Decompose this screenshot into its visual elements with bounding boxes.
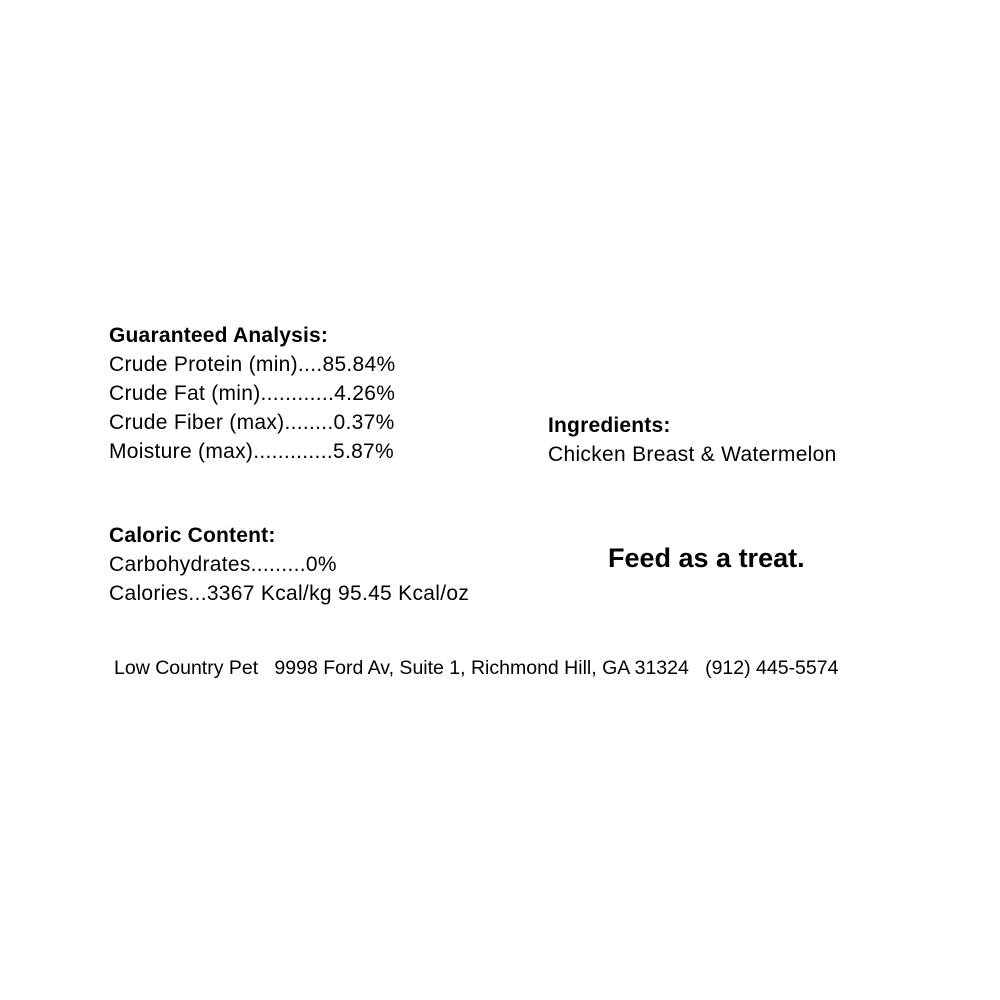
crude-fat-line: Crude Fat (min)............4.26%	[109, 382, 396, 405]
caloric-content-section	[109, 521, 469, 608]
moisture-line: Moisture (max).............5.87%	[109, 440, 395, 463]
carbohydrates-line: Carbohydrates.........0%	[109, 553, 337, 576]
feeding-note: Feed as a treat.	[608, 543, 805, 573]
ingredients-section	[548, 411, 837, 469]
company-footer: Low Country Pet 9998 Ford Av, Suite 1, Richmond Hill, GA 31324 (912) 445-5574	[114, 657, 839, 679]
crude-protein-line: Crude Protein (min)....85.84%	[109, 353, 396, 376]
guaranteed-analysis-heading: Guaranteed Analysis:	[109, 324, 329, 347]
ingredients-heading: Ingredients:	[548, 414, 671, 437]
crude-fiber-line: Crude Fiber (max)........0.37%	[109, 411, 395, 434]
guaranteed-analysis-section	[109, 321, 396, 466]
caloric-content-heading: Caloric Content:	[109, 524, 276, 547]
calories-line: Calories...3367 Kcal/kg 95.45 Kcal/oz	[109, 582, 470, 605]
ingredients-text: Chicken Breast & Watermelon	[548, 443, 837, 466]
